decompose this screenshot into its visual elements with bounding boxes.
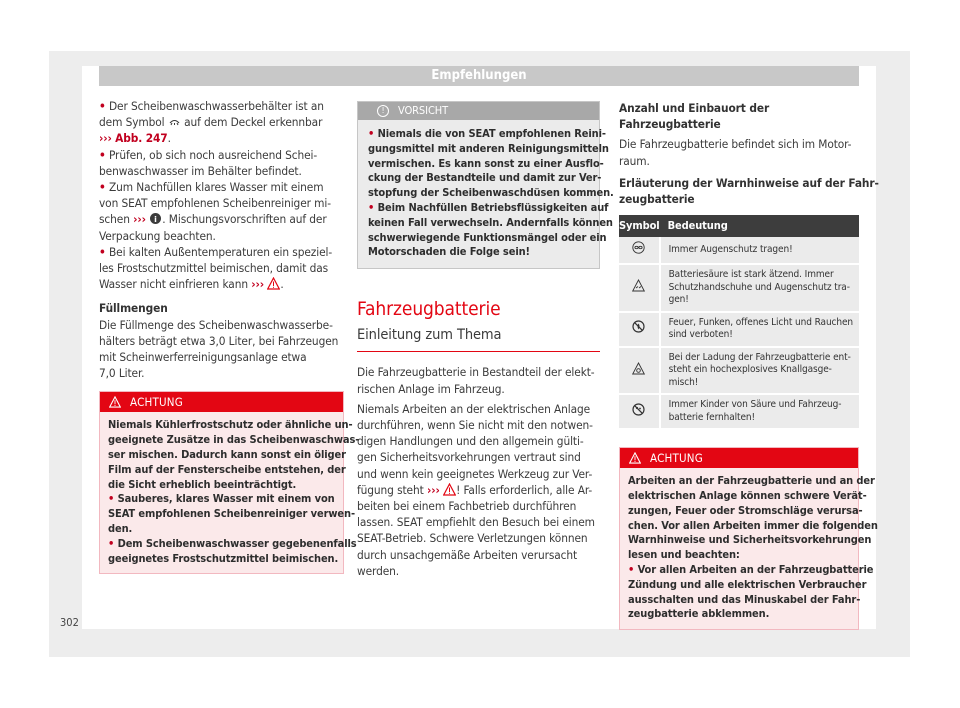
table-row: Immer Kinder von Säure und Fahrzeug- batterie fernhalten! xyxy=(619,394,859,429)
section-title: Fahrzeugbatterie xyxy=(357,298,501,321)
caution-body: • Niemals die von SEAT empfohlenen Reini- gungsmittel mit anderen Reinigungsmitteln vermischen. Es kann sonst zu einer Ausflo- ckung der Bestandteile und damit zur Ver- stopfung der Scheibenwaschdüsen kommen. • Beim Nachfüllen Betriebsflüssigkeiten auf keinen Fall verwechseln. Andernfalls können schwerwiegende Funktionsmängel oder ein Motorschaden die Folge sein! xyxy=(358,120,599,268)
symbol-table xyxy=(619,215,859,430)
svg-text:i: i xyxy=(154,215,158,225)
table-row: Batteriesäure ist stark ätzend. Immer Schutzhandschuhe und Augenschutz tra- gen! xyxy=(619,264,859,312)
warning-triangle-icon xyxy=(109,396,121,408)
page-number: 302 xyxy=(60,616,79,629)
table-row: Bei der Ladung der Fahrzeugbatterie ent- steht ein hochexplosives Knallgasge- misch! xyxy=(619,347,859,395)
no-children-icon xyxy=(632,403,645,416)
warning-box xyxy=(99,391,360,574)
safety-paragraph: Niemals Arbeiten an der elektrischen Anlage durchführen, wenn Sie nicht mit den notwen- digen Handlungen und den allgemein gülti- gen Sicherheitsvorkehrungen vertraut sind und wenn kein geeignetes Werkzeug zur Ver- fügung steht ››› ! Falls erforderlich, alle Ar- beiten bei einem Fachbetrieb durchführen lassen. SEAT empfiehlt den Besuch bei einem SEAT-Betrieb. Schwere Verletzungen können durch unsachgemäße Arbeiten verursacht werden. xyxy=(357,401,595,578)
no-fire-icon xyxy=(632,320,645,333)
intro-paragraph: Die Fahrzeugbatterie in Bestandteil der elekt- rischen Anlage im Fahrzeug. xyxy=(357,365,595,396)
warning-triangle-icon xyxy=(629,452,641,464)
bullet-item: • Bei kalten Außentemperaturen ein speziel- les Frostschutzmittel beimischen, damit das Wasser nicht einfrieren kann ››› . xyxy=(99,244,333,292)
warning-body: Arbeiten an der Fahrzeugbatterie und an der elektrischen Anlage können schwere Verät- zungen, Feuer oder Stromschläge verursa- chen. Vor allen Arbeiten immer die folgenden Warnhinweise und Sicherheitsvorkehrungen lesen und beachten: • Vor allen Arbeiten an der Fahrzeugbatterie Zündung und alle elektrischen Verbraucher ausschalten und das Minuskabel der Fahr- zeugbatterie abklemmen. xyxy=(620,468,858,629)
info-circle-icon: ! xyxy=(377,105,389,117)
bullet-item: • Der Scheibenwaschwasserbehälter ist an dem Symbol auf dem Deckel erkennbar ››› Abb. 247. xyxy=(99,99,324,146)
fill-text: Die Füllmenge des Scheibenwaschwasserbe- hälters beträgt etwa 3,0 Liter, bei Fahrzeugen mit Scheinwerferreinigungsanlage etwa 7,0 Liter. xyxy=(99,317,339,381)
info-icon xyxy=(149,212,162,225)
section-subtitle: Einleitung zum Thema xyxy=(357,327,600,352)
left-column xyxy=(99,98,360,574)
warning-symbols-heading: Erläuterung der Warnhinweise auf der Fahr- zeugbatterie xyxy=(619,175,879,207)
middle-column xyxy=(357,101,614,579)
table-row: Feuer, Funken, offenes Licht und Rauchen sind verboten! xyxy=(619,312,859,347)
explosive-warning-icon xyxy=(632,362,645,375)
warning-header: ACHTUNG xyxy=(620,448,858,468)
bullet-item: • Prüfen, ob sich noch ausreichend Schei- benwaschwasser im Behälter befindet. xyxy=(99,147,318,178)
acid-warning-icon xyxy=(632,279,645,292)
warning-header: ACHTUNG xyxy=(100,392,343,412)
right-column xyxy=(619,100,879,630)
fill-heading: Füllmengen xyxy=(99,301,168,316)
warning-body: Niemals Kühlerfrostschutz oder ähnliche un- geeignete Zusätze in das Scheibenwaschwas- ser mischen. Dadurch kann sonst ein öliger Film auf der Fensterscheibe entstehen, der die Sicht erheblich beeinträchtigt. • Sauberes, klares Wasser mit einem von SEAT empfohlenen Scheibenreiniger verwen- den. • Dem Scheibenwaschwasser gegebenenfalls geeignetes Frostschutzmittel beimischen. xyxy=(100,412,343,573)
caution-header: ! VORSICHT xyxy=(358,102,599,120)
table-row: Immer Augenschutz tragen! xyxy=(619,237,859,264)
warning-triangle-icon xyxy=(267,277,280,290)
goggles-icon xyxy=(632,241,645,254)
battery-location-text: Die Fahrzeugbatterie befindet sich im Motor- raum. xyxy=(619,137,852,168)
washer-fluid-icon xyxy=(168,115,181,128)
battery-location-heading: Anzahl und Einbauort der Fahrzeugbatterie xyxy=(619,101,770,132)
warning-box xyxy=(619,447,878,630)
figure-link[interactable]: Abb. 247 xyxy=(115,131,168,146)
warning-triangle-icon xyxy=(443,483,456,496)
bullet-item: • Zum Nachfüllen klares Wasser mit einem von SEAT empfohlenen Scheibenreiniger mi- schen ››› i . Mischungsvorschriften auf der Verpackung beachten. xyxy=(99,180,331,243)
column-header-symbol: Symbol xyxy=(619,215,660,237)
caution-box xyxy=(357,101,614,269)
page-header: Empfehlungen xyxy=(99,66,859,86)
column-header-meaning: Bedeutung xyxy=(660,215,859,237)
